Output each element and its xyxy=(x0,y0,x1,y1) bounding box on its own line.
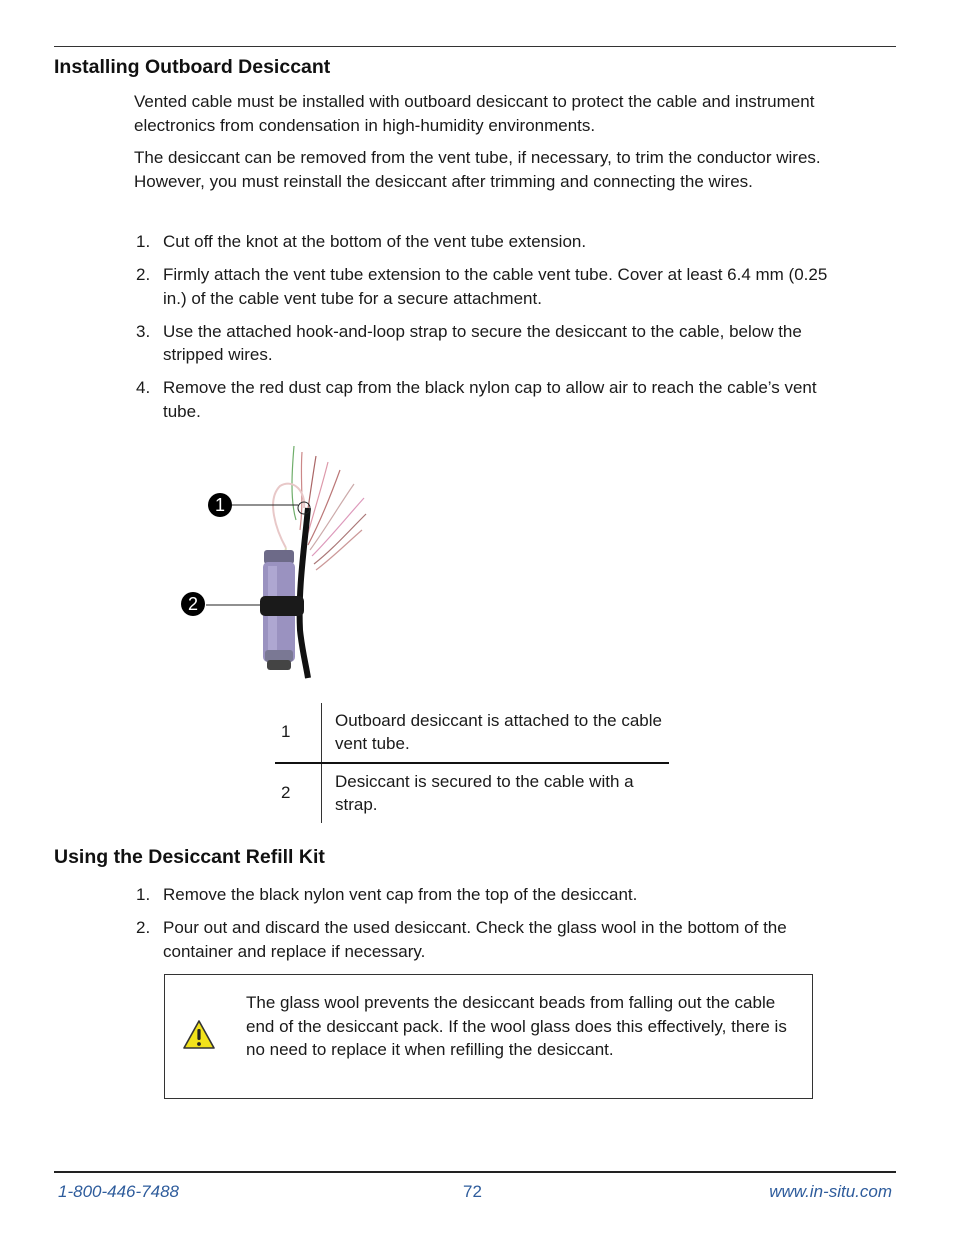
header-rule xyxy=(54,46,896,47)
list-item: 1. Cut off the knot at the bottom of the vent tube extension. xyxy=(136,232,587,251)
caution-note-box xyxy=(164,974,813,1099)
desiccant-removal-paragraph: The desiccant can be removed from the vent tube, if necessary, to trim the conductor wires. However, you must reinstall the desiccant after trimming and connecting the wires. xyxy=(134,148,821,191)
refill-steps-list xyxy=(134,883,854,973)
figure-legend-table xyxy=(275,703,669,823)
desiccant-figure xyxy=(176,440,376,680)
legend-text: Desiccant is secured to the cable with a strap. xyxy=(335,771,634,814)
callout-2: 2 xyxy=(181,592,205,616)
intro-paragraph: Vented cable must be installed with outboard desiccant to protect the cable and instrument electronics from condensation in high-humidity environments. xyxy=(134,92,815,135)
legend-number: 2 xyxy=(275,763,322,823)
section-heading-refill: Using the Desiccant Refill Kit xyxy=(54,846,325,868)
list-item: 4. Remove the red dust cap from the black nylon cap to allow air to reach the cable’s vent tube. xyxy=(136,378,817,421)
table-row xyxy=(275,703,669,763)
list-item: 2. Pour out and discard the used desiccant. Check the glass wool in the bottom of the container and replace if necessary. xyxy=(136,918,787,961)
note-text: The glass wool prevents the desiccant beads from falling out the cable end of the desiccant pack. If the wool glass does this effectively, there is no need to replace it when refilling the desiccant. xyxy=(246,993,787,1059)
footer-page-number: 72 xyxy=(463,1182,482,1201)
legend-text: Outboard desiccant is attached to the cable vent tube. xyxy=(322,703,670,763)
table-row xyxy=(275,763,669,823)
footer-website-link[interactable]: www.in-situ.com xyxy=(769,1182,892,1201)
section-heading-installing: Installing Outboard Desiccant xyxy=(54,56,331,78)
list-item: 3. Use the attached hook-and-loop strap to secure the desiccant to the cable, below the stripped wires. xyxy=(136,321,802,364)
desiccant-illustration xyxy=(176,440,376,680)
callout-1: 1 xyxy=(208,493,232,517)
install-steps-list xyxy=(134,230,854,433)
warning-icon xyxy=(182,1019,216,1051)
footer-phone: 1-800-446-7488 xyxy=(58,1182,179,1201)
list-item: 2. Firmly attach the vent tube extension to the cable vent tube. Cover at least 6.4 mm (0.25 in.) of the cable vent tube for a secure attachment. xyxy=(136,265,828,308)
footer-rule xyxy=(54,1171,896,1173)
list-item: 1. Remove the black nylon vent cap from the top of the desiccant. xyxy=(136,885,638,904)
legend-number: 1 xyxy=(275,703,322,763)
